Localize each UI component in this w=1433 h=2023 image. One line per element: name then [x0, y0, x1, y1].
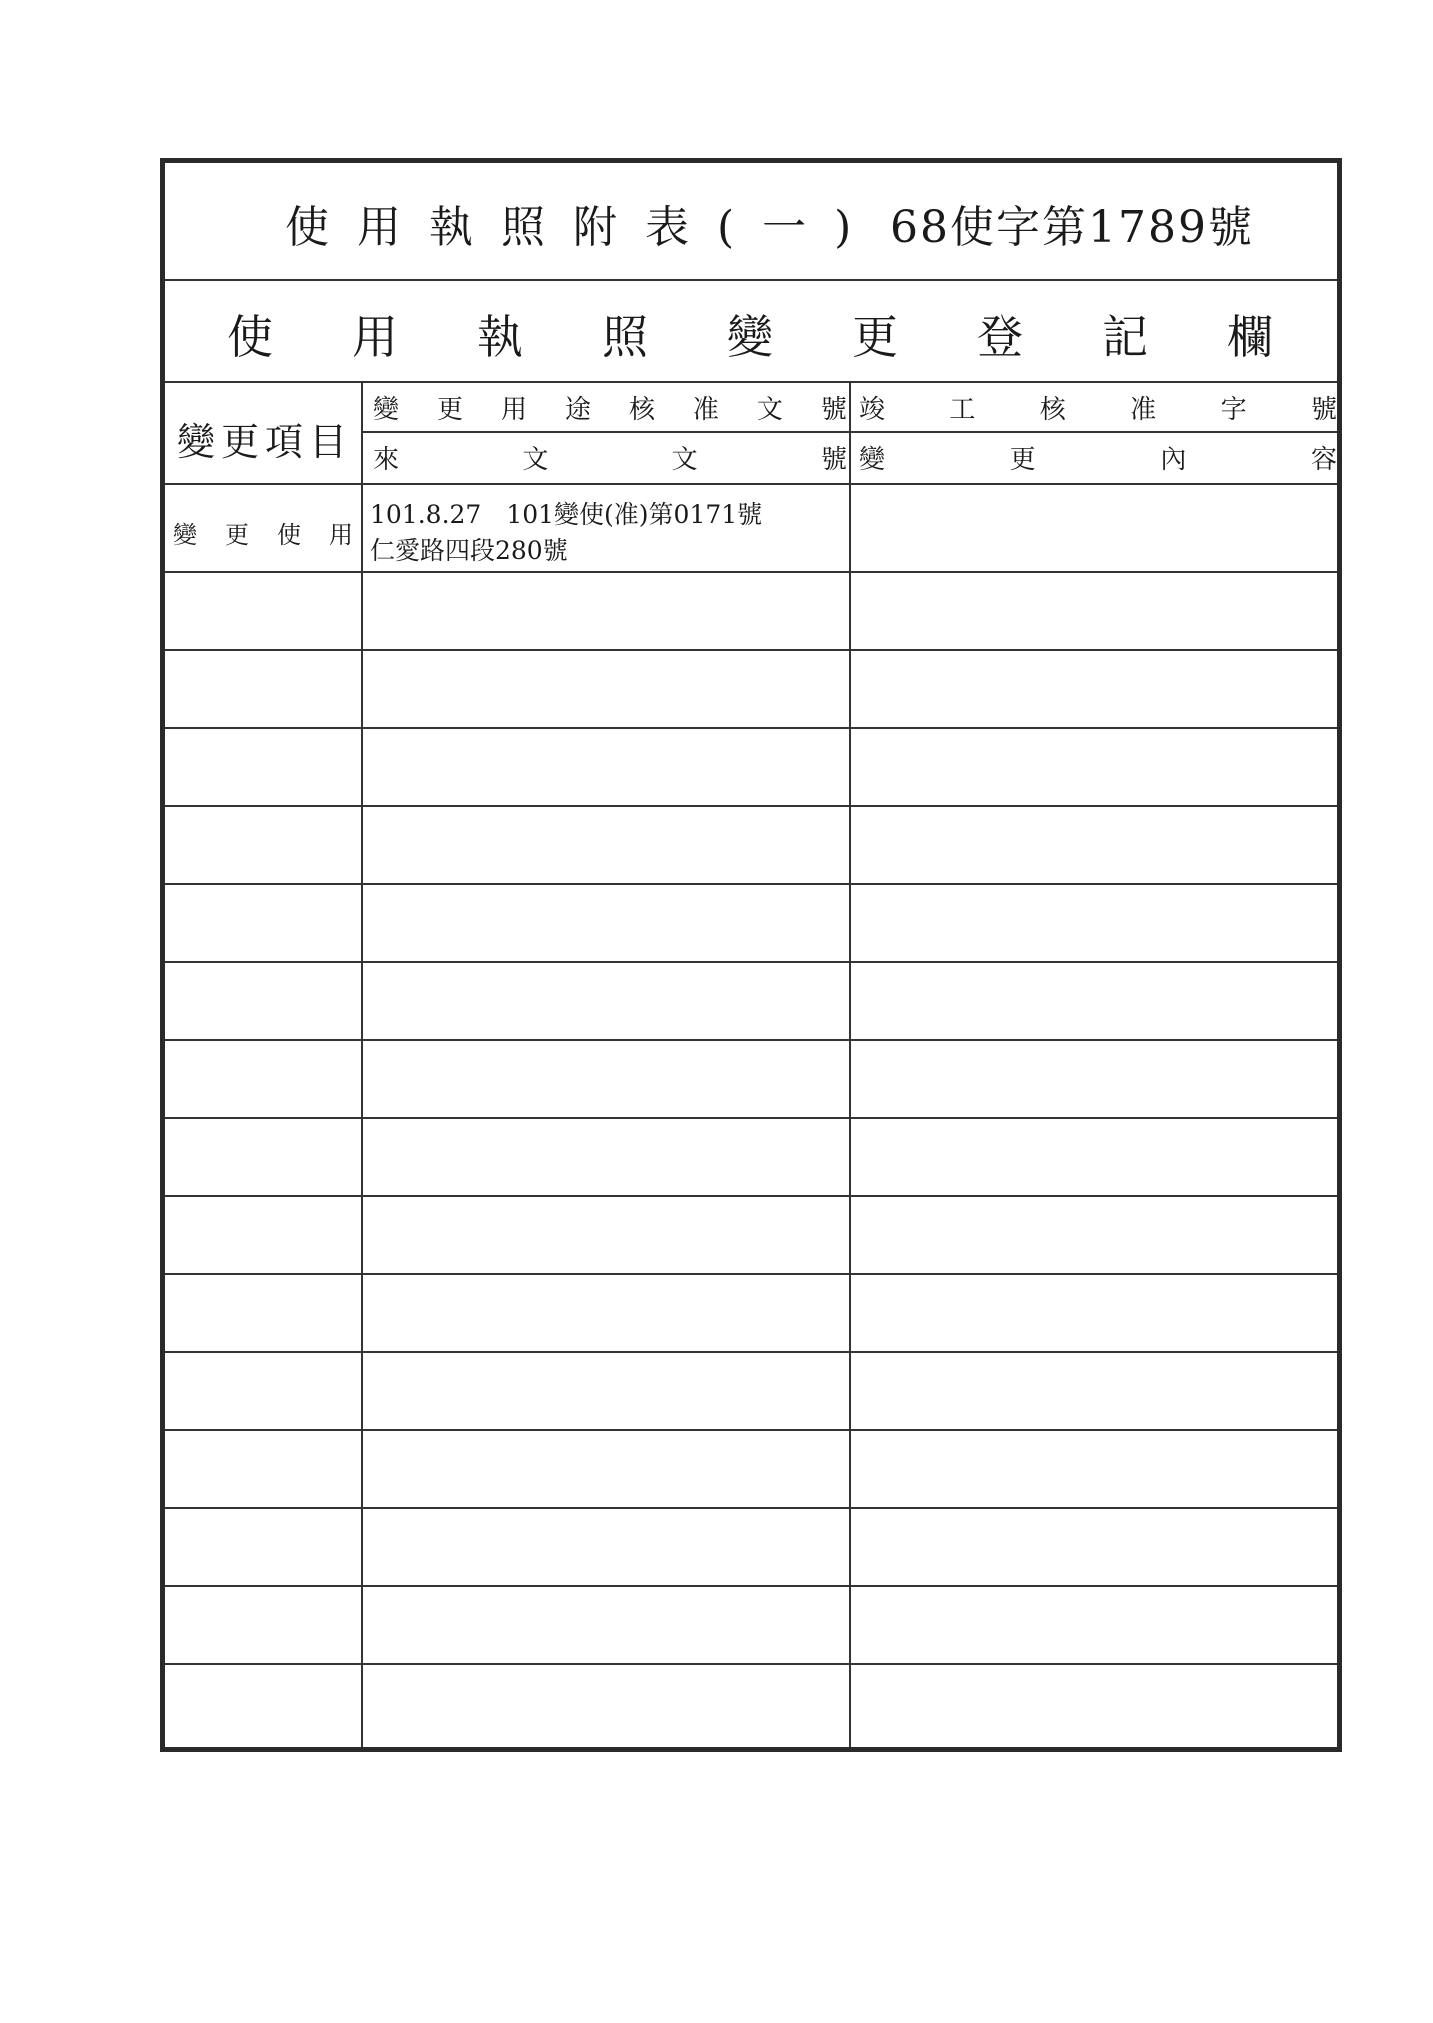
address-text: 仁愛路四段280號	[370, 536, 568, 565]
table-row	[165, 573, 1337, 651]
heading-char: 照	[602, 310, 648, 364]
table-row	[165, 651, 1337, 729]
heading-char: 執	[477, 310, 523, 364]
change-item-header: 變更項目	[177, 420, 354, 464]
table-row	[165, 729, 1337, 807]
incoming-doc-number-header: 來 文 文 號	[373, 444, 847, 475]
form-title-row	[165, 163, 1337, 281]
column-header	[165, 381, 1337, 485]
table-row	[165, 885, 1337, 963]
table-row	[165, 1509, 1337, 1587]
heading-char: 記	[1102, 310, 1148, 364]
heading-char: 登	[977, 310, 1023, 364]
approval-doc-number: 101.8.27 101變使(准)第0171號	[370, 500, 763, 529]
table-row	[165, 1119, 1337, 1197]
license-number: 68使字第1789號	[890, 202, 1254, 253]
register-heading	[165, 279, 1337, 383]
table-row	[165, 1353, 1337, 1431]
heading-char: 更	[852, 310, 898, 364]
table-row	[165, 963, 1337, 1041]
form-title: 使用執照附表(一)	[285, 202, 880, 253]
heading-char: 用	[352, 310, 398, 364]
license-change-register-form	[160, 158, 1342, 1752]
table-row	[165, 1275, 1337, 1353]
table-row	[165, 807, 1337, 885]
table-row	[165, 483, 1337, 573]
heading-char: 欄	[1227, 310, 1273, 364]
table-row	[165, 1587, 1337, 1665]
table-row	[165, 1197, 1337, 1275]
change-content-header: 變 更 內 容	[859, 444, 1337, 475]
heading-char: 變	[727, 310, 773, 364]
completion-approval-number-header: 竣 工 核 准 字 號	[859, 394, 1337, 425]
change-item-cell: 變 更 使 用	[173, 521, 353, 549]
table-row	[165, 1431, 1337, 1509]
table-row	[165, 1041, 1337, 1119]
approval-doc-number-header: 變 更 用 途 核 准 文 號	[373, 394, 847, 425]
table-row	[165, 1665, 1337, 1747]
heading-char: 使	[227, 310, 273, 364]
